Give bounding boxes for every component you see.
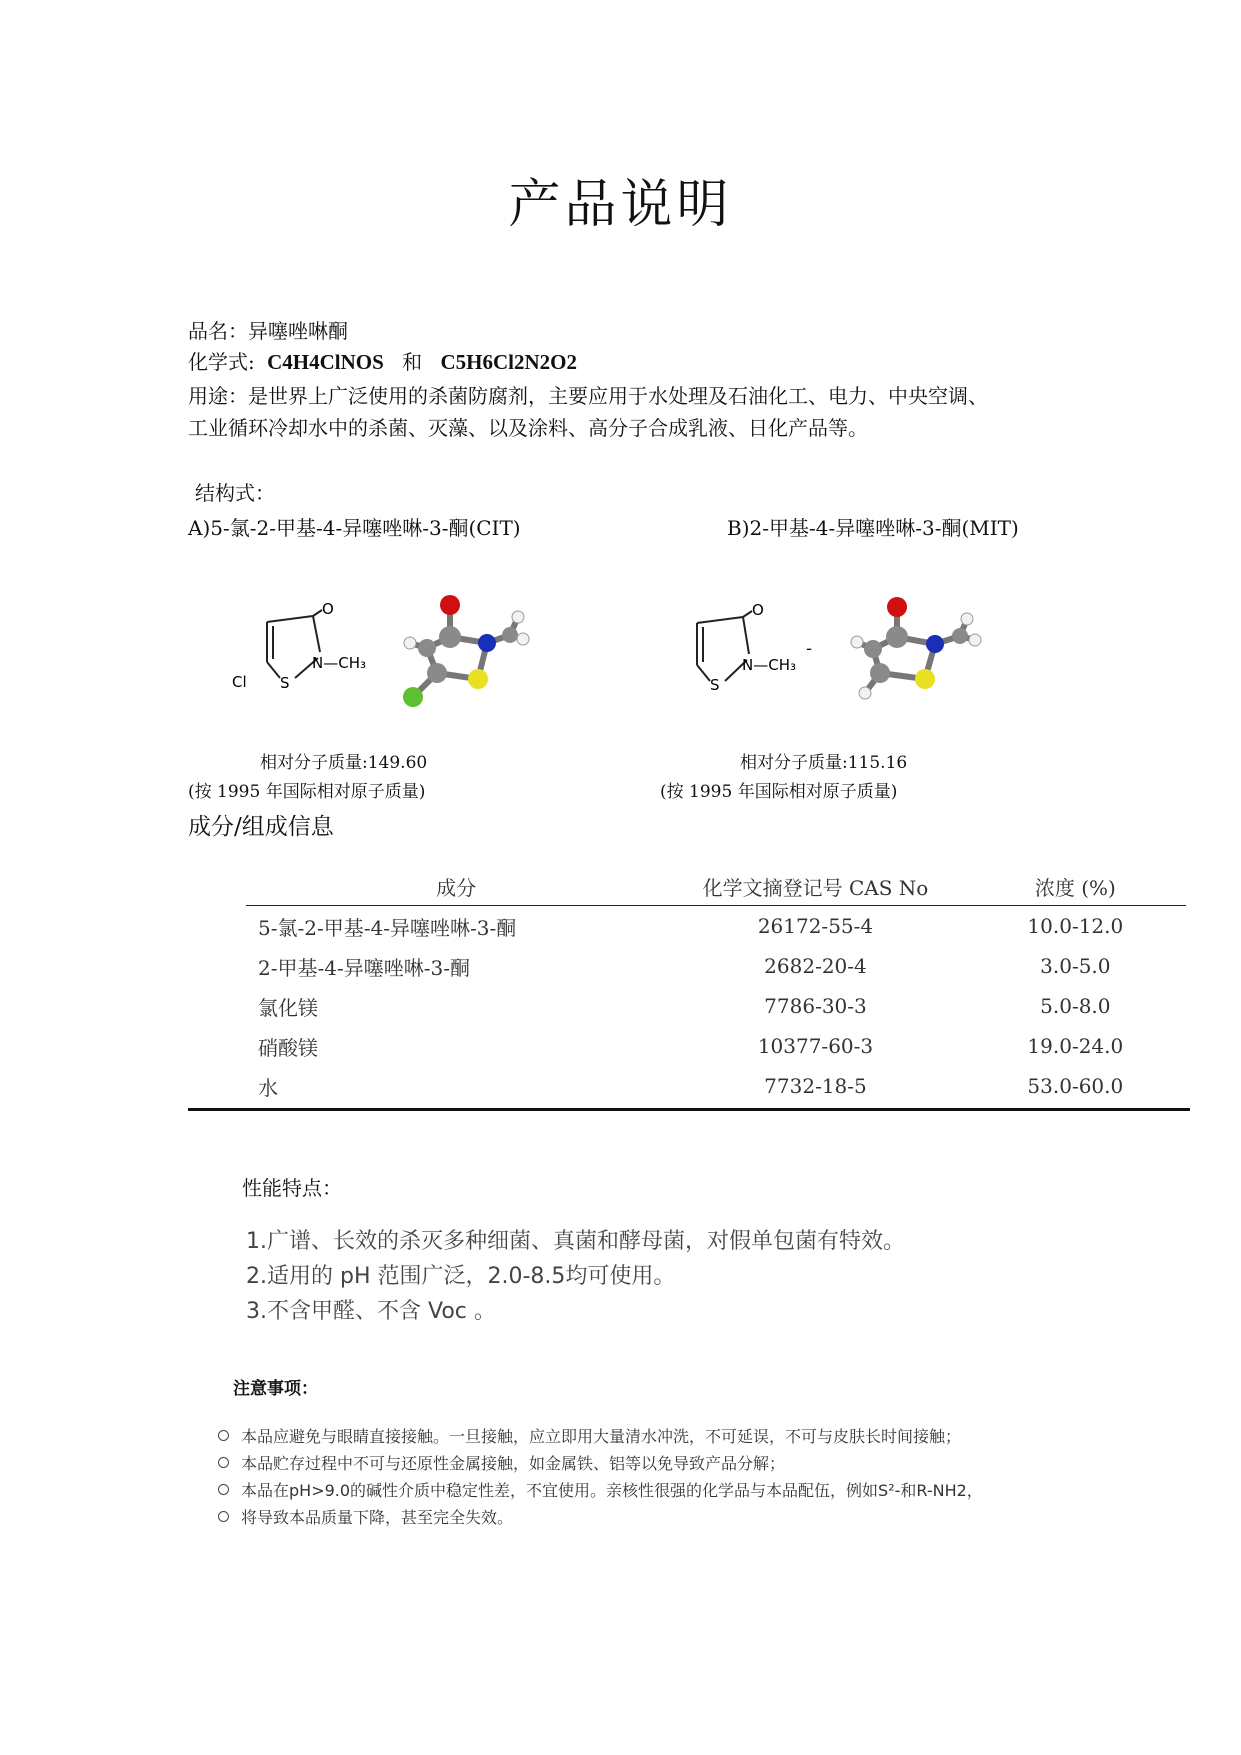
mit-carbon-atom bbox=[870, 663, 890, 683]
feature-item: 2.适用的 pH 范围广泛，2.0-8.5均可使用。 bbox=[246, 1264, 676, 1289]
concentration: 53.0-60.0 bbox=[1027, 1074, 1124, 1098]
cit-sketch-o: O bbox=[322, 600, 334, 618]
cit-sketch-cl: Cl bbox=[232, 673, 247, 691]
mit-sketch-n-ch3: N—CH₃ bbox=[742, 656, 796, 674]
page-title: 产品说明 bbox=[508, 175, 733, 235]
table-bottom-rule bbox=[188, 1108, 1190, 1111]
cit-sulfur-atom bbox=[468, 669, 488, 689]
note-text: 本品应避免与眼睛直接接触。一旦接触，应立即用大量清水冲洗，不可延误，不可与皮肤长时间接触； bbox=[241, 1427, 962, 1446]
usage-line-2: 工业循环冷却水中的杀菌、灭藻、以及涂料、高分子合成乳液、日化产品等。 bbox=[188, 416, 868, 440]
feature-item: 1.广谱、长效的杀灭多种细菌、真菌和酵母菌，对假单包菌有特效。 bbox=[246, 1229, 905, 1254]
concentration: 3.0-5.0 bbox=[1040, 954, 1111, 978]
mit-oxygen-atom bbox=[887, 597, 907, 617]
mit-sketch-s: S bbox=[710, 676, 720, 694]
mit-carbon-atom bbox=[864, 640, 882, 658]
cit-nitrogen-atom bbox=[478, 634, 496, 652]
ingredient-name: 硝酸镁 bbox=[258, 1035, 318, 1060]
table-row bbox=[246, 986, 1186, 1026]
formula-label: 化学式: bbox=[188, 350, 255, 374]
structure-dash: - bbox=[806, 638, 813, 659]
mit-carbon-atom bbox=[886, 626, 908, 648]
circle-bullet-icon bbox=[218, 1484, 229, 1495]
cas-number: 26172-55-4 bbox=[757, 914, 874, 938]
cas-number: 10377-60-3 bbox=[757, 1034, 874, 1058]
concentration: 19.0-24.0 bbox=[1027, 1034, 1124, 1058]
formula-a: C4H4ClNOS bbox=[267, 350, 384, 374]
ingredient-name: 2-甲基-4-异噻唑啉-3-酮 bbox=[258, 955, 470, 980]
cit-sketch-s: S bbox=[280, 674, 290, 692]
mit-sketch-o: O bbox=[752, 601, 764, 619]
cit-mass-note: (按 1995 年国际相对原子质量) bbox=[188, 782, 426, 802]
cit-hydrogen-atom bbox=[404, 637, 416, 649]
cit-carbon-atom bbox=[427, 663, 447, 683]
cit-molecular-mass: 相对分子质量:149.60 bbox=[260, 753, 428, 773]
cit-oxygen-atom bbox=[440, 595, 460, 615]
cit-ball-stick-model bbox=[385, 575, 555, 740]
cit-hydrogen-atom bbox=[512, 611, 524, 623]
mit-mass-note: (按 1995 年国际相对原子质量) bbox=[660, 782, 898, 802]
note-text: 本品在pH>9.0的碱性介质中稳定性差，不宜使用。亲核性很强的化学品与本品配伍，例如S²-和R-NH2， bbox=[241, 1481, 983, 1500]
structure-b-label: B)2-甲基-4-异噻唑啉-3-酮(MIT) bbox=[727, 516, 1019, 540]
mit-structure-sketch bbox=[685, 580, 835, 700]
note-item bbox=[218, 1451, 785, 1474]
mit-hydrogen-atom bbox=[851, 636, 863, 648]
mit-ball-stick-model bbox=[835, 575, 1005, 715]
structure-a-label: A)5-氯-2-甲基-4-异噻唑啉-3-酮(CIT) bbox=[188, 516, 521, 540]
header-ingredient: 成分 bbox=[246, 870, 666, 906]
mit-nitrogen-atom bbox=[926, 635, 944, 653]
circle-bullet-icon bbox=[218, 1457, 229, 1468]
formula-and: 和 bbox=[402, 350, 423, 374]
cas-number: 2682-20-4 bbox=[764, 954, 867, 978]
mit-hydrogen-atom bbox=[961, 613, 973, 625]
cit-methyl-carbon-atom bbox=[502, 627, 518, 643]
note-item bbox=[218, 1424, 961, 1447]
feature-item: 3.不含甲醛、不含 Voc 。 bbox=[246, 1299, 496, 1324]
usage-line-1: 用途：是世界上广泛使用的杀菌防腐剂，主要应用于水处理及石油化工、电力、中央空调、 bbox=[188, 384, 988, 408]
features-heading: 性能特点： bbox=[242, 1176, 342, 1200]
ingredient-name: 5-氯-2-甲基-4-异噻唑啉-3-酮 bbox=[258, 915, 517, 940]
mit-hydrogen-atom bbox=[969, 634, 981, 646]
notes-heading: 注意事项： bbox=[233, 1379, 318, 1399]
chemical-formula bbox=[188, 346, 577, 375]
ingredient-name: 水 bbox=[258, 1075, 278, 1100]
cit-carbon-atom bbox=[439, 626, 461, 648]
note-item bbox=[218, 1505, 513, 1528]
composition-header-row bbox=[246, 870, 1186, 906]
cit-sketch-n-ch3: N—CH₃ bbox=[312, 654, 366, 672]
table-row bbox=[246, 946, 1186, 986]
concentration: 5.0-8.0 bbox=[1040, 994, 1111, 1018]
cit-hydrogen-atom bbox=[517, 633, 529, 645]
cit-structure-sketch bbox=[220, 580, 370, 700]
header-cas-no: 化学文摘登记号 CAS No bbox=[666, 870, 964, 906]
ingredient-name: 氯化镁 bbox=[258, 995, 318, 1020]
composition-heading: 成分/组成信息 bbox=[188, 814, 334, 840]
mit-methyl-carbon-atom bbox=[952, 628, 968, 644]
circle-bullet-icon bbox=[218, 1430, 229, 1441]
cit-carbon-atom bbox=[418, 639, 436, 657]
formula-b: C5H6Cl2N2O2 bbox=[440, 350, 578, 374]
product-name: 品名：异噻唑啉酮 bbox=[188, 319, 348, 343]
cas-number: 7786-30-3 bbox=[764, 994, 867, 1018]
cit-chlorine-atom bbox=[403, 687, 423, 707]
concentration: 10.0-12.0 bbox=[1027, 914, 1124, 938]
table-row bbox=[246, 1066, 1186, 1106]
table-row bbox=[246, 1026, 1186, 1066]
mit-sulfur-atom bbox=[915, 669, 935, 689]
composition-table bbox=[246, 870, 1186, 1106]
mit-hydrogen-atom bbox=[859, 687, 871, 699]
structure-heading: 结构式： bbox=[195, 481, 275, 505]
table-row bbox=[246, 906, 1186, 947]
header-concentration: 浓度 (%) bbox=[965, 870, 1186, 906]
mit-molecular-mass: 相对分子质量:115.16 bbox=[740, 753, 908, 773]
note-text: 本品贮存过程中不可与还原性金属接触，如金属铁、铝等以免导致产品分解； bbox=[241, 1454, 786, 1473]
circle-bullet-icon bbox=[218, 1511, 229, 1522]
note-text: 将导致本品质量下降，甚至完全失效。 bbox=[241, 1508, 514, 1527]
cas-number: 7732-18-5 bbox=[764, 1074, 867, 1098]
note-item bbox=[218, 1478, 983, 1501]
